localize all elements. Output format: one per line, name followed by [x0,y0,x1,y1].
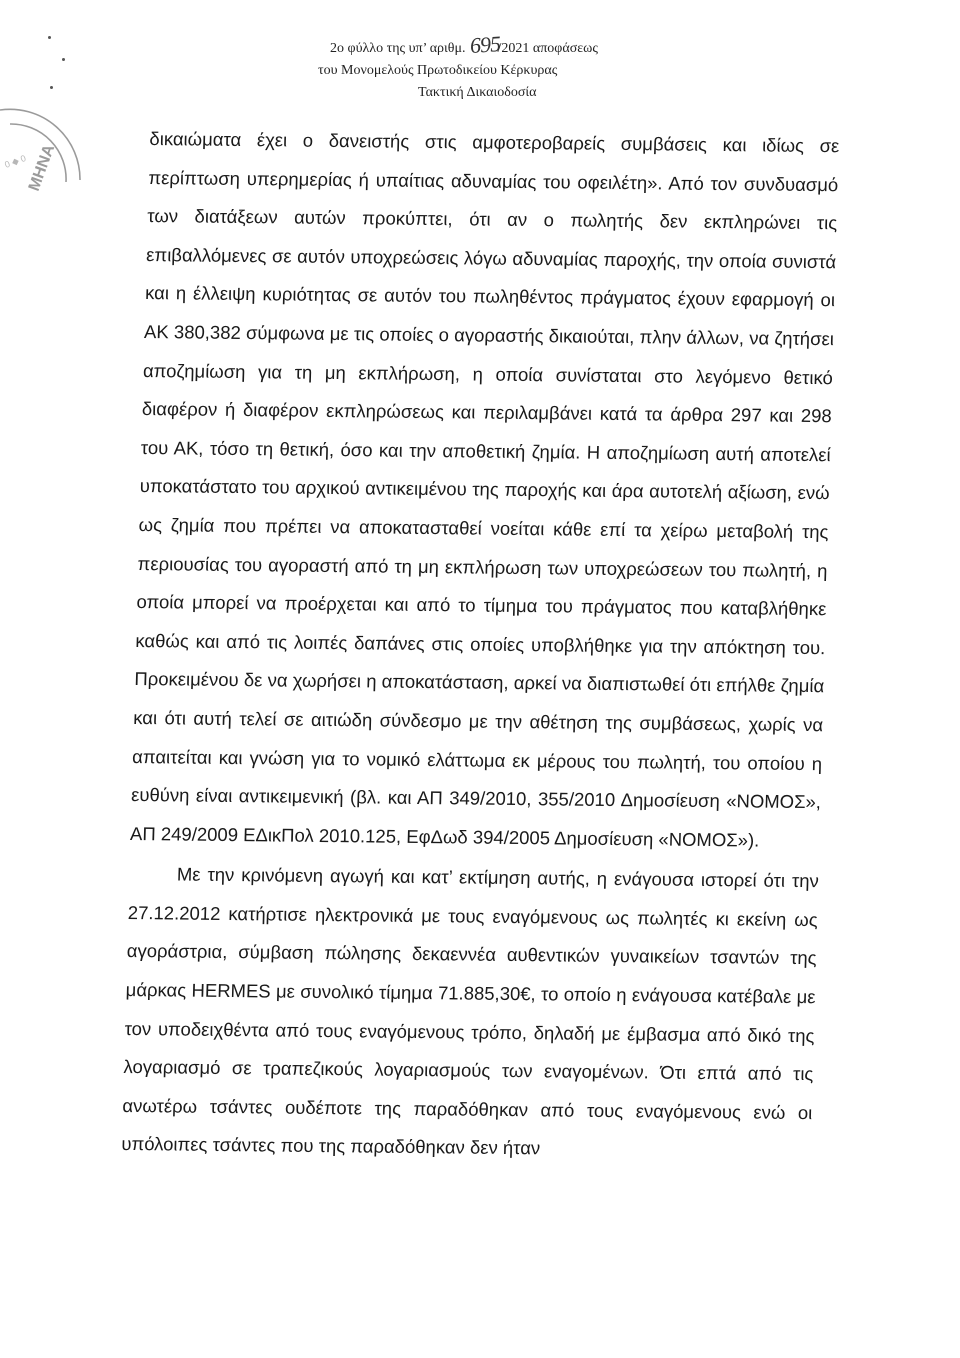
court-stamp [0,100,90,240]
header-court-name: του Μονομελούς Πρωτοδικείου Κέρκυρας [318,63,558,78]
header-year-label: /2021 αποφάσεως [497,41,598,56]
paragraph-legal-reasoning: δικαιώματα έχει ο δανειστής στις αμφοτεροβαρείς συμβάσεις και ιδίως σε περίπτωση υπερημερίας ή υπαίτιας αδυναμίας του οφειλέτη». Από τον συνδυασμό των διατάξεων αυτών προκύπτει, ότι αν ο πωλητής δεν εκπληρώνει τις επιβαλλόμενες σε αυτόν υποχρεώσεις λόγω αδυναμίας παροχής, την οποία συνιστά και η έλλειψη κυριότητας σε αυτόν του πωληθέντος πράγματος έχουν εφαρμογή οι ΑΚ 380,382 σύμφωνα με τις οποίες ο αγοραστής δικαιούται, πλην άλλων, να ζητήσει αποζημίωση για τη μη εκπλήρωση, η οποία συνίσταται στο λεγόμενο θετικό διαφέρον ή διαφέρον εκπληρώσεως και περιλαμβάνει κατά τα άρθρα 297 και 298 του ΑΚ, τόσο τη θετική, όσο και την αποθετική ζημία. Η αποζημίωση αυτή αποτελεί υποκατάστατο του αρχικού αντικειμένου της παροχής και άρα αυτοτελή αξίωση, ενώ ως ζημία που πρέπει να αποκατασταθεί νοείται κάθε επί τα χείρω μεταβολή της περιουσίας του αγοραστή από τη μη εκπλήρωση των υποχρεώσεων του πωλητή, η οποία μπορεί να προέρχεται και από το τίμημα του πράγματος που καταβλήθηκε καθώς και από τις λοιπές δαπάνες στις οποίες υποβλήθηκε για την απόκτηση του. Προκειμένου δε να χωρήσει η αποκατάσταση, αρκεί να διαπιστωθεί ότι επήλθε ζημία και ότι αυτή τελεί σε αιτιώδη σύνδεσμο με την αθέτηση της συμβάσεως, χωρίς να απαιτείται και γνώση για το νομικό ελάττωμα εκ μέρους του πωλητή, του οποίου η ευθύνη είναι αντικειμενική (βλ. και ΑΠ 349/2010, 355/2010 Δημοσίευση «ΝΟΜΟΣ», ΑΠ 249/2009 ΕΔικΠολ 2010.125, ΕφΔωδ 394/2005 Δημοσίευση «ΝΟΜΟΣ»). [129,127,840,851]
svg-text:0 ◆ 0: 0 ◆ 0 [3,152,28,170]
scan-speck [48,36,51,39]
stamp-text: ΜΗΝΑ [25,142,59,194]
scan-speck [62,58,65,61]
document-body [121,120,840,1171]
header-jurisdiction: Τακτική Δικαιοδοσία [418,85,537,100]
header-sheet-label: 2ο φύλλο της υπ’ αριθμ. [330,41,466,56]
header-decision-line [300,30,720,60]
paragraph-claim-description: Με την κρινόμενη αγωγή και κατ’ εκτίμηση αυτής, η ενάγουσα ιστορεί ότι την 27.12.2012 κατήρτισε ηλεκτρονικά με τους εναγόμενους ως πωλητές κι εκείνη ως αγοράστρια, σύμβαση πώλησης δεκαεννέα αυθεντικών γυναικείων τσαντών της μάρκας HERMES με συνολικό τίμημα 71.885,30€, το οποίο η ενάγουσα κατέβαλε με τον υποδειχθέντα από τους εναγόμενους τρόπο, δηλαδή με έμβασμα από δικό της λογαριασμό σε τραπεζικούς λογαριασμούς των εναγομένων. Ότι επτά από τις ανωτέρω τσάντες ουδέποτε της παραδόθηκαν από τους εναγόμενους ενώ οι υπόλοιπες τσάντες που της παραδόθηκαν δεν ήταν [121,863,820,1159]
decision-number-handwritten: 695 [468,30,501,59]
page-header [300,30,720,104]
scan-speck [50,86,53,89]
